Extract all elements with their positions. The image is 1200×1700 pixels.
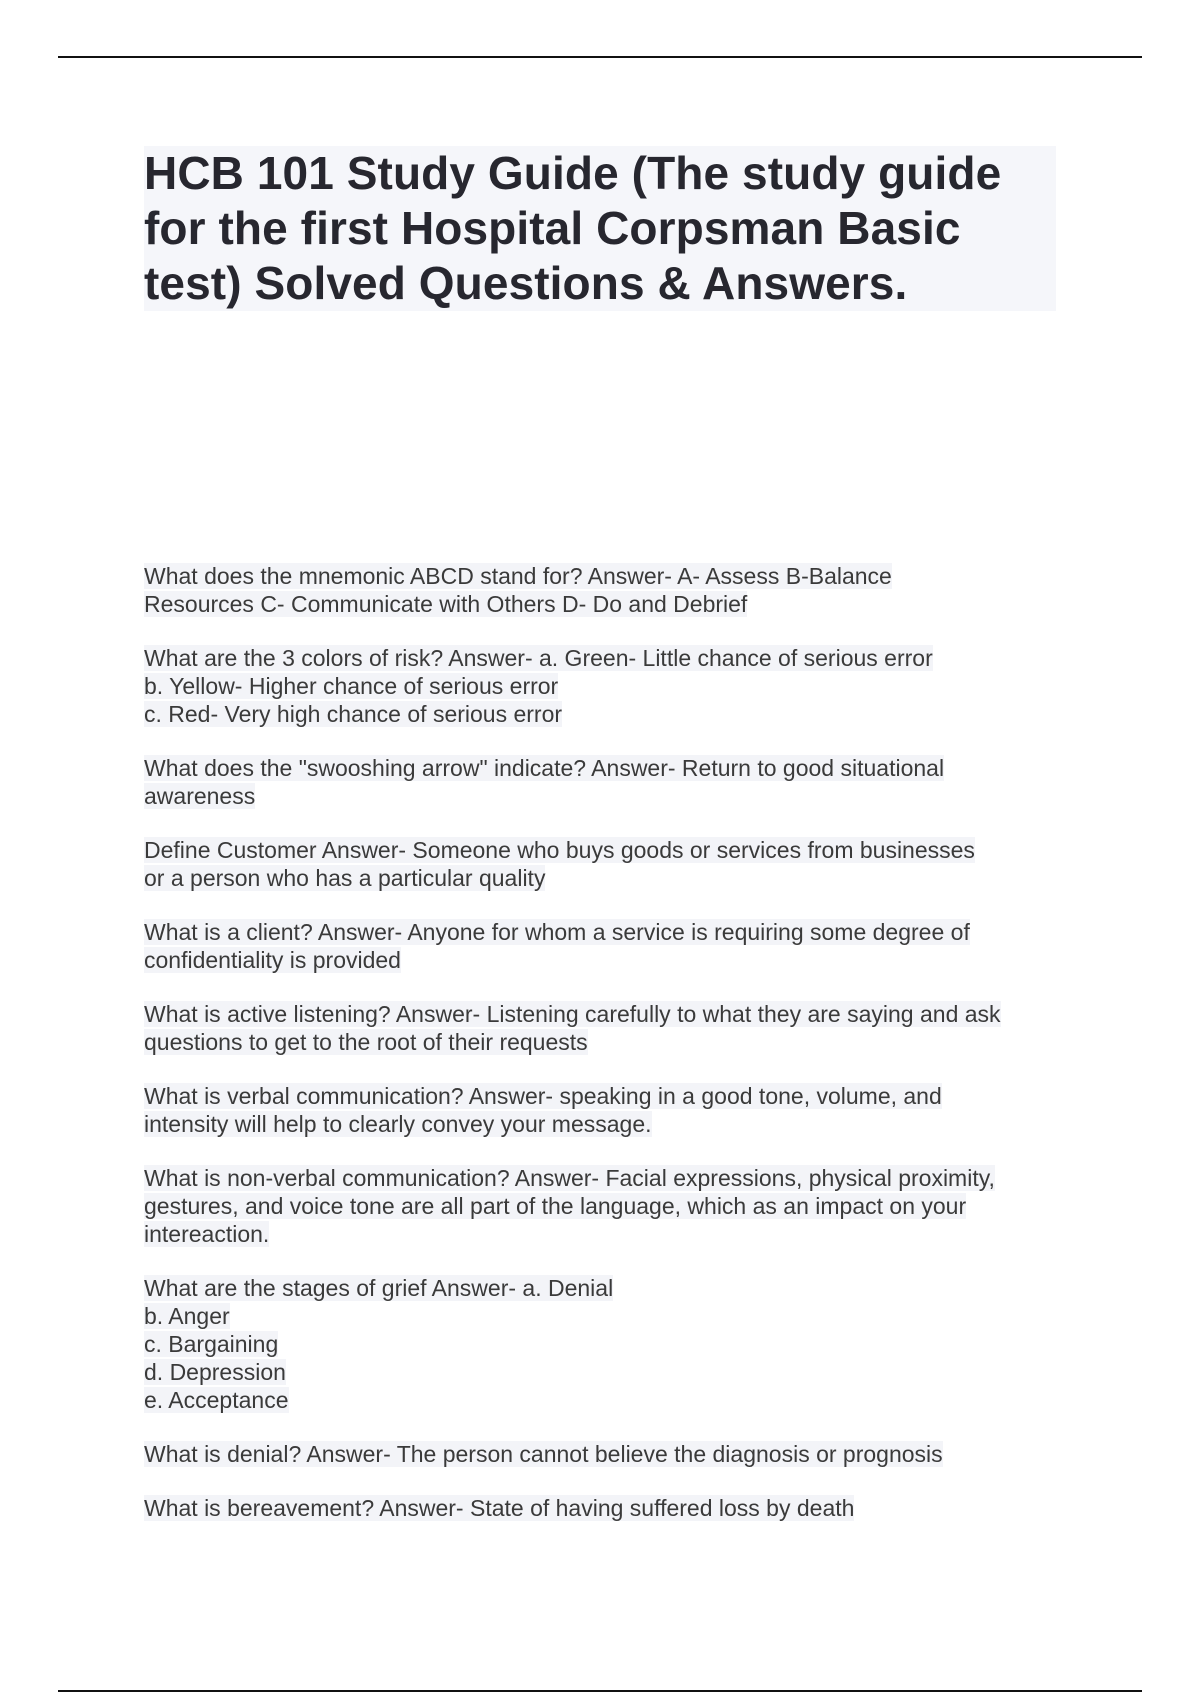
top-rule — [58, 56, 1142, 58]
qa-line — [144, 1440, 1104, 1468]
qa-line-text: c. Bargaining — [144, 1331, 279, 1357]
qa-line — [144, 1220, 1104, 1248]
qa-line — [144, 918, 1104, 946]
qa-item — [144, 836, 1104, 892]
qa-line — [144, 1330, 1104, 1358]
qa-list — [144, 562, 1104, 1548]
bottom-rule — [58, 1690, 1142, 1692]
qa-line-text: What are the stages of grief Answer- a. Denial — [144, 1275, 614, 1301]
qa-line — [144, 672, 1104, 700]
qa-line-text: What is verbal communication? Answer- speaking in a good tone, volume, and — [144, 1083, 942, 1109]
qa-line — [144, 1358, 1104, 1386]
qa-line — [144, 782, 1104, 810]
qa-line-text: What is denial? Answer- The person cannot believe the diagnosis or prognosis — [144, 1441, 943, 1467]
qa-line — [144, 946, 1104, 974]
qa-item — [144, 644, 1104, 728]
qa-line-text: questions to get to the root of their requests — [144, 1029, 588, 1055]
qa-line-text: gestures, and voice tone are all part of the language, which as an impact on your — [144, 1193, 967, 1219]
qa-item — [144, 754, 1104, 810]
qa-line-text: Define Customer Answer- Someone who buys goods or services from businesses — [144, 837, 975, 863]
qa-item — [144, 1164, 1104, 1248]
qa-line — [144, 864, 1104, 892]
qa-item — [144, 1082, 1104, 1138]
qa-item — [144, 1000, 1104, 1056]
qa-line-text: b. Yellow- Higher chance of serious error — [144, 673, 559, 699]
title-line: for the first Hospital Corpsman Basic — [144, 202, 961, 254]
qa-line — [144, 1000, 1104, 1028]
qa-line-text: What is active listening? Answer- Listening carefully to what they are saying and ask — [144, 1001, 1001, 1027]
qa-line-text: Resources C- Communicate with Others D- Do and Debrief — [144, 591, 748, 617]
qa-line — [144, 590, 1104, 618]
qa-line-text: confidentiality is provided — [144, 947, 401, 973]
qa-line — [144, 700, 1104, 728]
qa-line — [144, 1192, 1104, 1220]
qa-item — [144, 1274, 1104, 1414]
qa-line-text: What are the 3 colors of risk? Answer- a. Green- Little chance of serious error — [144, 645, 933, 671]
qa-line-text: b. Anger — [144, 1303, 230, 1329]
qa-line-text: What is non-verbal communication? Answer- Facial expressions, physical proximity, — [144, 1165, 995, 1191]
qa-line — [144, 1110, 1104, 1138]
qa-line-text: What does the "swooshing arrow" indicate? Answer- Return to good situational — [144, 755, 945, 781]
title-line: HCB 101 Study Guide (The study guide — [144, 147, 1002, 199]
qa-item — [144, 1440, 1104, 1468]
qa-item — [144, 562, 1104, 618]
qa-line-text: intensity will help to clearly convey your message. — [144, 1111, 652, 1137]
qa-line — [144, 1386, 1104, 1414]
title-line: test) Solved Questions & Answers. — [144, 257, 908, 309]
qa-item — [144, 1494, 1104, 1522]
qa-line-text: awareness — [144, 783, 256, 809]
qa-line-text: c. Red- Very high chance of serious error — [144, 701, 563, 727]
qa-line — [144, 1082, 1104, 1110]
qa-line — [144, 644, 1104, 672]
qa-line — [144, 1274, 1104, 1302]
qa-line — [144, 1302, 1104, 1330]
qa-line-text: What does the mnemonic ABCD stand for? Answer- A- Assess B-Balance — [144, 563, 892, 589]
qa-line — [144, 754, 1104, 782]
qa-line-text: d. Depression — [144, 1359, 286, 1385]
qa-item — [144, 918, 1104, 974]
qa-line-text: What is bereavement? Answer- State of having suffered loss by death — [144, 1495, 855, 1521]
qa-line-text: or a person who has a particular quality — [144, 865, 546, 891]
qa-line — [144, 562, 1104, 590]
document-title — [144, 146, 1056, 311]
qa-line — [144, 1028, 1104, 1056]
qa-line — [144, 1164, 1104, 1192]
qa-line-text: e. Acceptance — [144, 1387, 289, 1413]
qa-line-text: What is a client? Answer- Anyone for whom a service is requiring some degree of — [144, 919, 970, 945]
qa-line-text: intereaction. — [144, 1221, 270, 1247]
qa-line — [144, 1494, 1104, 1522]
qa-line — [144, 836, 1104, 864]
